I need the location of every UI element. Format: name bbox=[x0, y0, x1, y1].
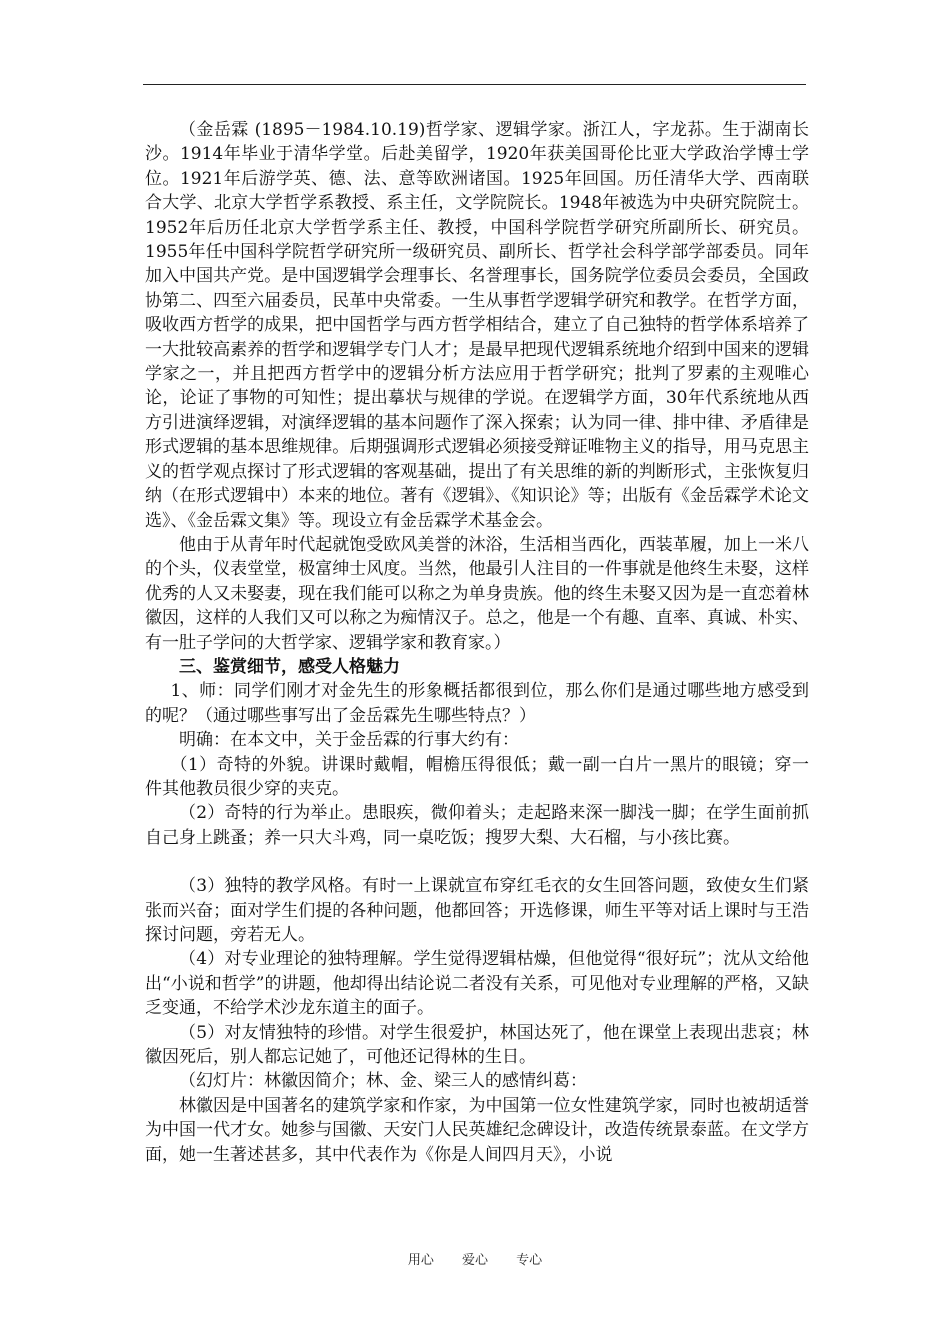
blank-line bbox=[145, 850, 809, 874]
list-item-friendship: （5）对友情独特的珍惜。对学生很爱护，林国达死了，他在课堂上表现出悲哀；林徽因死后，别人都忘记她了，可他还记得林的生日。 bbox=[145, 1022, 809, 1068]
footer-word: 用心 bbox=[407, 1253, 434, 1268]
footer-word: 爱心 bbox=[461, 1253, 488, 1268]
list-item-theory: （4）对专业理论的独特理解。学生觉得逻辑枯燥，但他觉得“很好玩”；沈从文给他出“小说和哲学”的讲题，他却得出结论说二者没有关系，可见他对专业理解的严格，又缺乏变通，不给学术沙龙东道主的面子。 bbox=[145, 949, 809, 1019]
page-footer bbox=[0, 1249, 950, 1268]
paragraph-slide-note: （幻灯片：林徽因简介；林、金、梁三人的感情纠葛： bbox=[179, 1071, 587, 1092]
paragraph-character: 他由于从青年时代起就饱受欧风美誉的沐浴，生活相当西化，西装革履，加上一米八的个头，仪表堂堂，极富绅士风度。当然，他最引人注目的一件事就是他终生未娶，这样优秀的人又未娶妻，现在我们能可以称之为单身贵族。他的终生未娶又因为是一直恋着林徽因，这样的人我们又可以称之为痴情汉子。总之，他是一个有趣、直率、真诚、朴实、有一肚子学问的大哲学家、逻辑学家和教育家。） bbox=[145, 534, 809, 653]
list-item-teaching: （3）独特的教学风格。有时一上课就宣布穿红毛衣的女生回答问题，致使女生们紧张而兴奋；面对学生们提的各种问题，他都回答；开选修课，师生平等对话上课时与王浩探讨问题，旁若无人。 bbox=[145, 876, 809, 945]
paragraph-lin-huiyin: 林徽因是中国著名的建筑学家和作家，为中国第一位女性建筑学家，同时也被胡适誉为中国一代才女。她参与国徽、天安门人民英雄纪念碑设计，改造传统景泰蓝。在文学方面，她一生著述甚多，其中代表作为《你是人间四月天》，小说 bbox=[145, 1095, 809, 1165]
document-body bbox=[145, 118, 809, 1167]
paragraph-question: 1、师：同学们刚才对金先生的形象概括都很到位，那么你们是通过哪些地方感受到的呢？（通过哪些事写出了金岳霖先生哪些特点？） bbox=[145, 681, 809, 726]
paragraph-clarify: 明确：在本文中，关于金岳霖的行事大约有： bbox=[179, 730, 519, 751]
header-rule bbox=[143, 84, 806, 85]
footer-word: 专心 bbox=[516, 1253, 543, 1268]
paragraph-biography: （金岳霖 (1895－1984.10.19)哲学家、逻辑学家。浙江人，字龙荪。生于湖南长沙。1914年毕业于清华学堂。后赴美留学，1920年获美国哥伦比亚大学政治学博士学位。1921年后游学英、德、法、意等欧洲诸国。1925年回国。历任清华大学、西南联合大学、北京大学哲学系教授、系主任，文学院院长。1948年被选为中央研究院院士。1952年后历任北京大学哲学系主任、教授，中国科学院哲学研究所副所长、研究员。1955年任中国科学院哲学研究所一级研究员、副所长、哲学社会科学部学部委员。同年加入中国共产党。是中国逻辑学会理事长、名誉理事长，国务院学位委员会委员，全国政协第二、四至六届委员，民革中央常委。一生从事哲学逻辑学研究和教学。在哲学方面，吸收西方哲学的成果，把中国哲学与西方哲学相结合，建立了自己独特的哲学体系培养了一大批较高素养的哲学和逻辑学专门人才；是最早把现代逻辑系统地介绍到中国来的逻辑学家之一，并且把西方哲学中的逻辑分析方法应用于哲学研究；批判了罗素的主观唯心论，论证了事物的可知性；提出摹状与规律的学说。在逻辑学方面，30年代系统地从西方引进演绎逻辑，对演绎逻辑的基本问题作了深入探索；认为同一律、排中律、矛盾律是形式逻辑的基本思维规律。后期强调形式逻辑必须接受辩证唯物主义的指导，用马克思主义的哲学观点探讨了形式逻辑的客观基础，提出了有关思维的新的判断形式，主张恢复归纳（在形式逻辑中）本来的地位。著有《逻辑》、《知识论》等；出版有《金岳霖学术论文选》、《金岳霖文集》等。现设立有金岳霖学术基金会。 bbox=[145, 120, 809, 531]
list-item-appearance: （1）奇特的外貌。讲课时戴帽，帽檐压得很低；戴一副一白片一黑片的眼镜；穿一件其他教员很少穿的夹克。 bbox=[145, 754, 809, 799]
section-heading: 三、鉴赏细节，感受人格魅力 bbox=[179, 656, 400, 677]
list-item-behavior: （2）奇特的行为举止。患眼疾，微仰着头；走起路来深一脚浅一脚；在学生面前抓自己身上跳蚤；养一只大斗鸡，同一桌吃饭；搜罗大梨、大石榴，与小孩比赛。 bbox=[145, 803, 809, 848]
